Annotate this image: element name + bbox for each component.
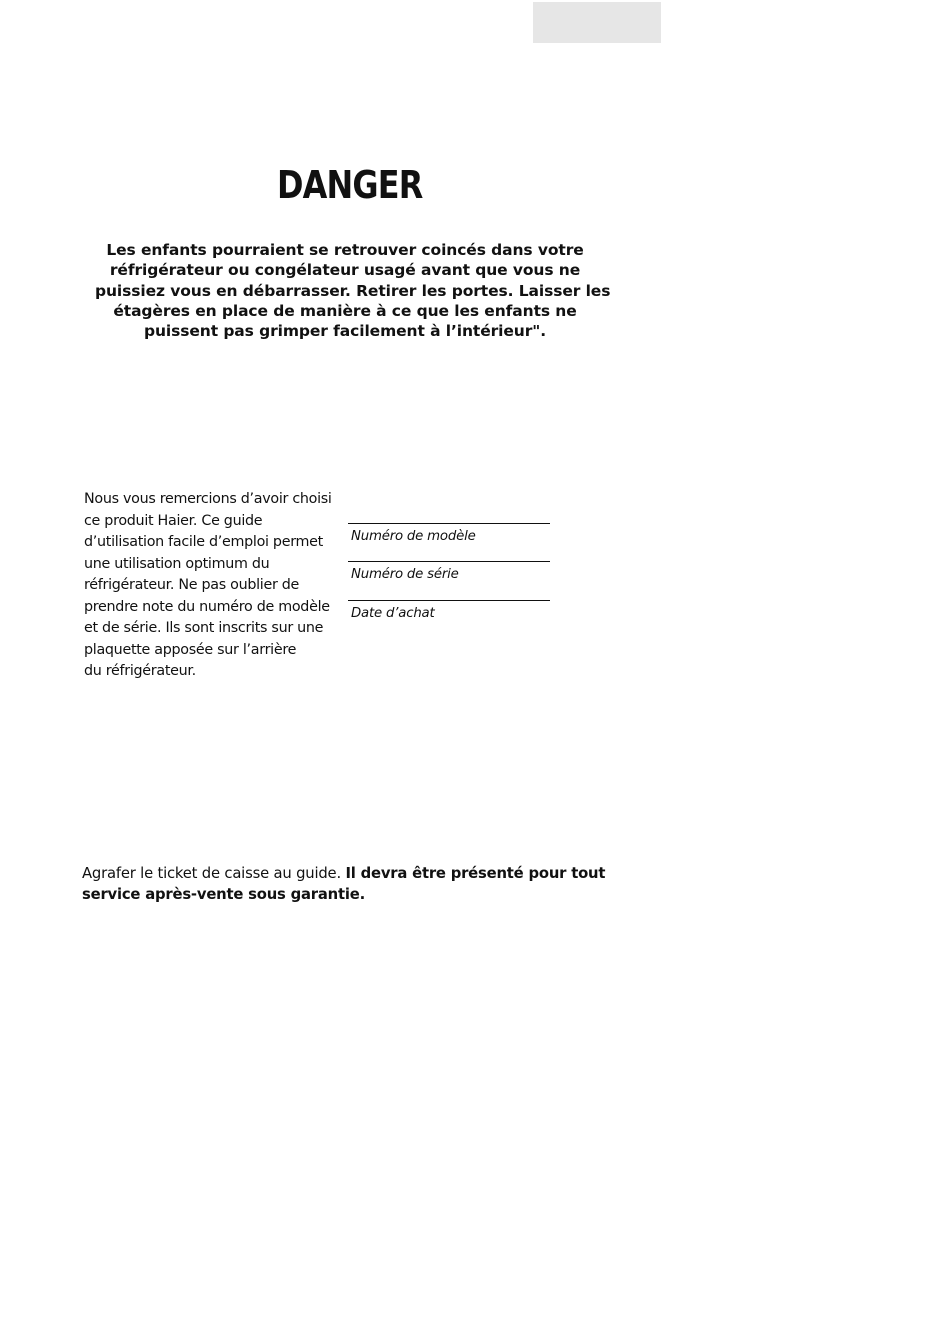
serial-number-label: Numéro de série [351, 567, 459, 582]
intro-line: ce produit Haier. Ce guide [84, 512, 263, 529]
warning-line: puissiez vous en débarrasser. Retirer les portes. Laisser les [95, 281, 611, 300]
intro-line: et de série. Ils sont inscrits sur une [84, 620, 324, 636]
receipt-bold-text-1: Il devra être présenté pour tout [345, 865, 606, 882]
intro-line: Nous vous remercions d’avoir choisi [84, 491, 332, 507]
intro-line: prendre note du numéro de modèle [84, 598, 330, 615]
corner-tab [533, 2, 661, 43]
receipt-note [82, 863, 606, 905]
model-number-label: Numéro de modèle [351, 529, 476, 544]
intro-line: une utilisation optimum du [84, 555, 270, 572]
receipt-line-2 [82, 884, 602, 905]
danger-warning-text [95, 240, 611, 341]
intro-line: du réfrigérateur. [84, 663, 196, 679]
warning-line: étagères en place de manière à ce que les enfants ne [113, 301, 577, 320]
danger-heading: DANGER [277, 163, 423, 207]
receipt-line-1 [82, 863, 606, 884]
purchase-date-label: Date d’achat [351, 606, 435, 621]
model-number-field[interactable] [348, 523, 550, 544]
purchase-date-line [348, 600, 550, 601]
warning-line: puissent pas grimper facilement à l’intérieur". [143, 322, 547, 341]
intro-line: d’utilisation facile d’emploi permet [84, 534, 323, 550]
warning-line: réfrigérateur ou congélateur usagé avant que vous ne [109, 261, 581, 280]
purchase-date-field[interactable] [348, 600, 550, 621]
intro-paragraph [84, 489, 344, 683]
receipt-normal-text: Agrafer le ticket de caisse au guide. [82, 865, 346, 882]
intro-line: plaquette apposée sur l’arrière [84, 641, 297, 658]
warning-line: Les enfants pourraient se retrouver coincés dans votre [106, 241, 584, 259]
serial-number-line [348, 561, 550, 562]
receipt-bold-text-2: service après-vente sous garantie. [82, 886, 366, 903]
serial-number-field[interactable] [348, 561, 550, 582]
intro-line: réfrigérateur. Ne pas oublier de [84, 577, 300, 593]
model-number-line [348, 523, 550, 524]
